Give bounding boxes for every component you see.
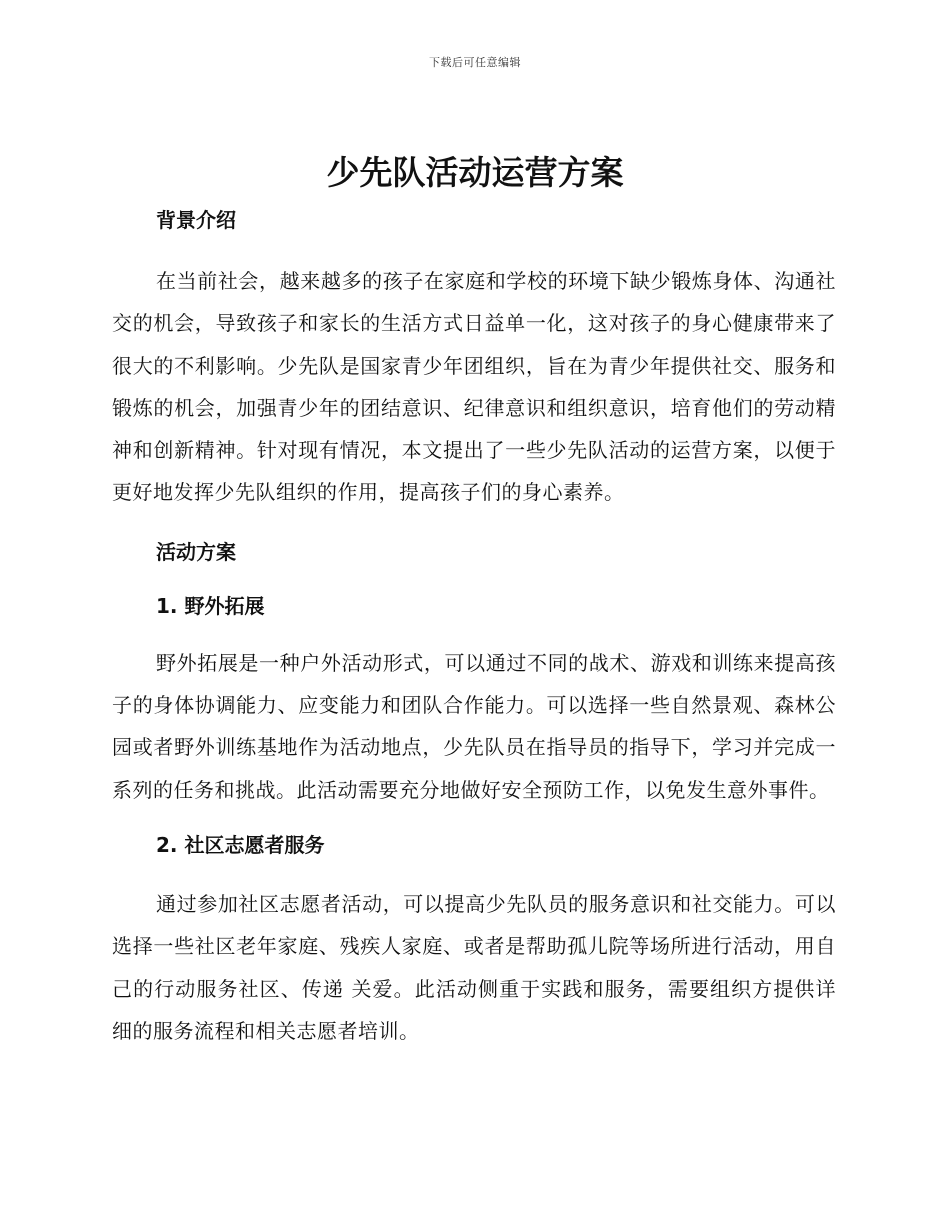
paragraph-outdoor: 野外拓展是一种户外活动形式，可以通过不同的战术、游戏和训练来提高孩子的身体协调能力、应变能力和团队合作能力。可以选择一些自然景观、森林公园或者野外训练基地作为活动地点，少先队员在指导员的指导下，学习并完成一系列的任务和挑战。此活动需要充分地做好安全预防工作，以免发生意外事件。 bbox=[112, 650, 836, 802]
section-heading-background: 背景介绍 bbox=[156, 208, 236, 232]
document-title: 少先队活动运营方案 bbox=[326, 153, 624, 192]
page-header-note: 下载后可任意编辑 bbox=[429, 56, 521, 69]
document-body bbox=[112, 204, 836, 1052]
subsection-heading-outdoor: 1. 野外拓展 bbox=[156, 593, 265, 618]
subsection-heading-volunteer: 2. 社区志愿者服务 bbox=[156, 832, 325, 857]
section-heading-plan: 活动方案 bbox=[156, 539, 236, 564]
paragraph-background: 在当前社会，越来越多的孩子在家庭和学校的环境下缺少锻炼身体、沟通社交的机会，导致孩子和家长的生活方式日益单一化，这对孩子的身心健康带来了很大的不利影响。少先队是国家青少年团组织，旨在为青少年提供社交、服务和锻炼的机会，加强青少年的团结意识、纪律意识和组织意识，培育他们的劳动精神和创新精神。针对现有情况，本文提出了一些少先队活动的运营方案，以便于更好地发挥少先队组织的作用，提高孩子们的身心素养。 bbox=[112, 269, 836, 505]
paragraph-volunteer: 通过参加社区志愿者活动，可以提高少先队员的服务意识和社交能力。可以选择一些社区老年家庭、残疾人家庭、或者是帮助孤儿院等场所进行活动，用自己的行动服务社区、传递 关爱。此活动侧重于实践和服务，需要组织方提供详细的服务流程和相关志愿者培训。 bbox=[112, 891, 836, 1043]
